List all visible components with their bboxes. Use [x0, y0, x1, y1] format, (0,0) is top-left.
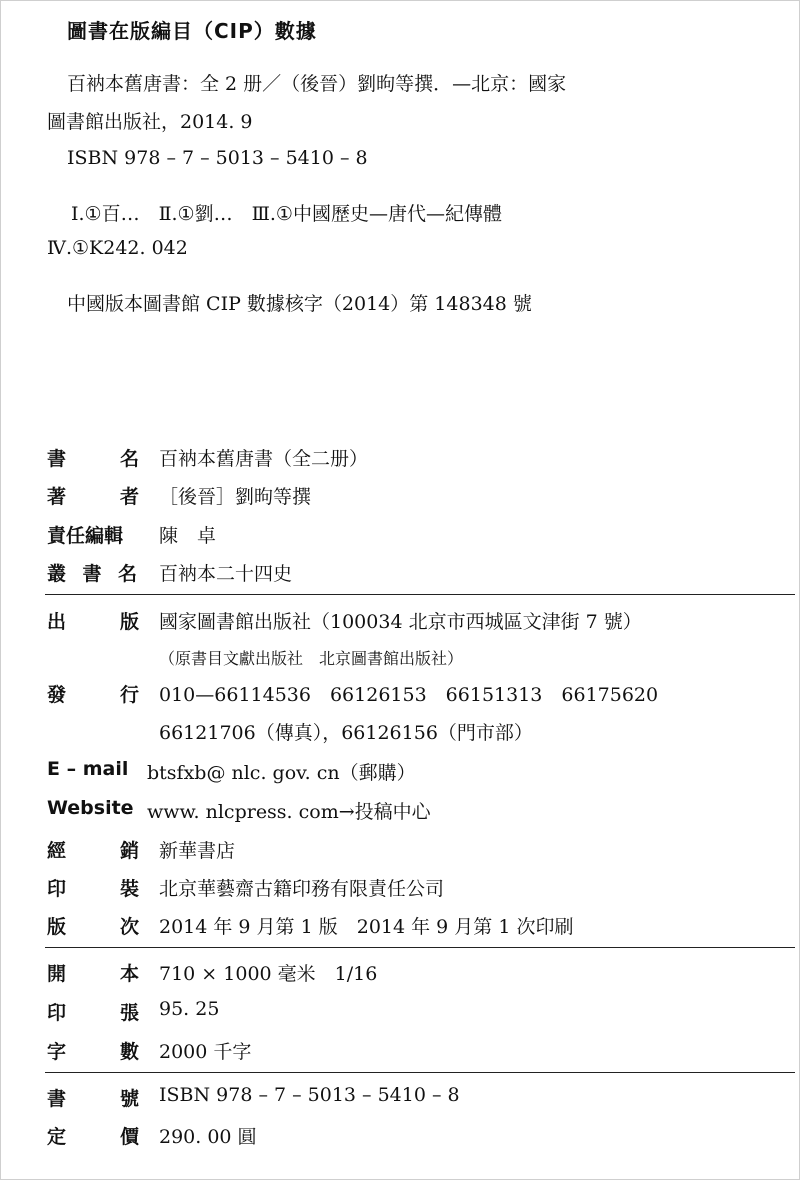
book-author: ［後晉］劉昫等撰: [159, 486, 312, 508]
distribution-fax-shop: 66121706（傳真），66126156（門市部）: [159, 722, 533, 744]
book-editor: 陳 卓: [159, 525, 217, 547]
label-price: 定 價: [47, 1126, 139, 1148]
label-seller: 經 銷: [47, 840, 139, 862]
label-website: Website: [47, 797, 134, 819]
book-sheets: 95. 25: [159, 998, 220, 1020]
label-distribution: 發 行: [47, 684, 139, 706]
divider: [45, 1072, 795, 1073]
publisher-former-names: （原書目文獻出版社 北京圖書館出版社）: [159, 649, 464, 668]
cip-entry-line2: 圖書館出版社，2014. 9: [47, 111, 253, 133]
book-edition: 2014 年 9 月第 1 版 2014 年 9 月第 1 次印刷: [159, 916, 574, 938]
book-series: 百衲本二十四史: [159, 563, 293, 585]
email-address: btsfxb@ nlc. gov. cn（郵購）: [147, 762, 416, 784]
cip-classification: Ⅳ.①K242. 042: [47, 237, 188, 259]
label-author: 著 者: [47, 486, 139, 508]
label-publisher: 出 版: [47, 611, 139, 633]
label-editor: 責任編輯: [47, 525, 124, 547]
label-isbn: 書 號: [47, 1088, 139, 1110]
book-seller: 新華書店: [159, 840, 236, 862]
cip-heading: 圖書在版編目（CIP）數據: [67, 19, 317, 43]
book-price: 290. 00 圓: [159, 1126, 257, 1148]
website-address: www. nlcpress. com→投稿中心: [147, 801, 431, 823]
book-title: 百衲本舊唐書（全二册）: [159, 448, 369, 470]
distribution-phones: 010—66114536 66126153 66151313 66175620: [159, 684, 659, 706]
book-printer: 北京華藝齋古籍印務有限責任公司: [159, 878, 445, 900]
divider: [45, 947, 795, 948]
label-sheets: 印 張: [47, 1002, 139, 1024]
label-format: 開 本: [47, 963, 139, 985]
cip-approval-number: 中國版本圖書館 CIP 數據核字（2014）第 148348 號: [67, 293, 532, 315]
book-format: 710 × 1000 毫米 1/16: [159, 963, 378, 985]
book-word-count: 2000 千字: [159, 1041, 252, 1063]
cip-subjects: Ⅰ.①百… Ⅱ.①劉… Ⅲ.①中國歷史—唐代—紀傳體: [71, 203, 502, 225]
label-title: 書 名: [47, 448, 139, 470]
label-email: E – mail: [47, 758, 129, 780]
cip-entry-line1: 百衲本舊唐書：全 2 册／（後晉）劉昫等撰．—北京：國家: [67, 73, 567, 95]
book-isbn: ISBN 978 – 7 – 5013 – 5410 – 8: [159, 1084, 460, 1106]
label-word-count: 字 數: [47, 1041, 139, 1063]
label-series: 叢 書 名: [47, 563, 137, 585]
book-publisher: 國家圖書館出版社（100034 北京市西城區文津街 7 號）: [159, 611, 642, 633]
divider: [45, 594, 795, 595]
cip-isbn: ISBN 978 – 7 – 5013 – 5410 – 8: [67, 147, 368, 169]
label-edition: 版 次: [47, 916, 139, 938]
label-printer: 印 裝: [47, 878, 139, 900]
